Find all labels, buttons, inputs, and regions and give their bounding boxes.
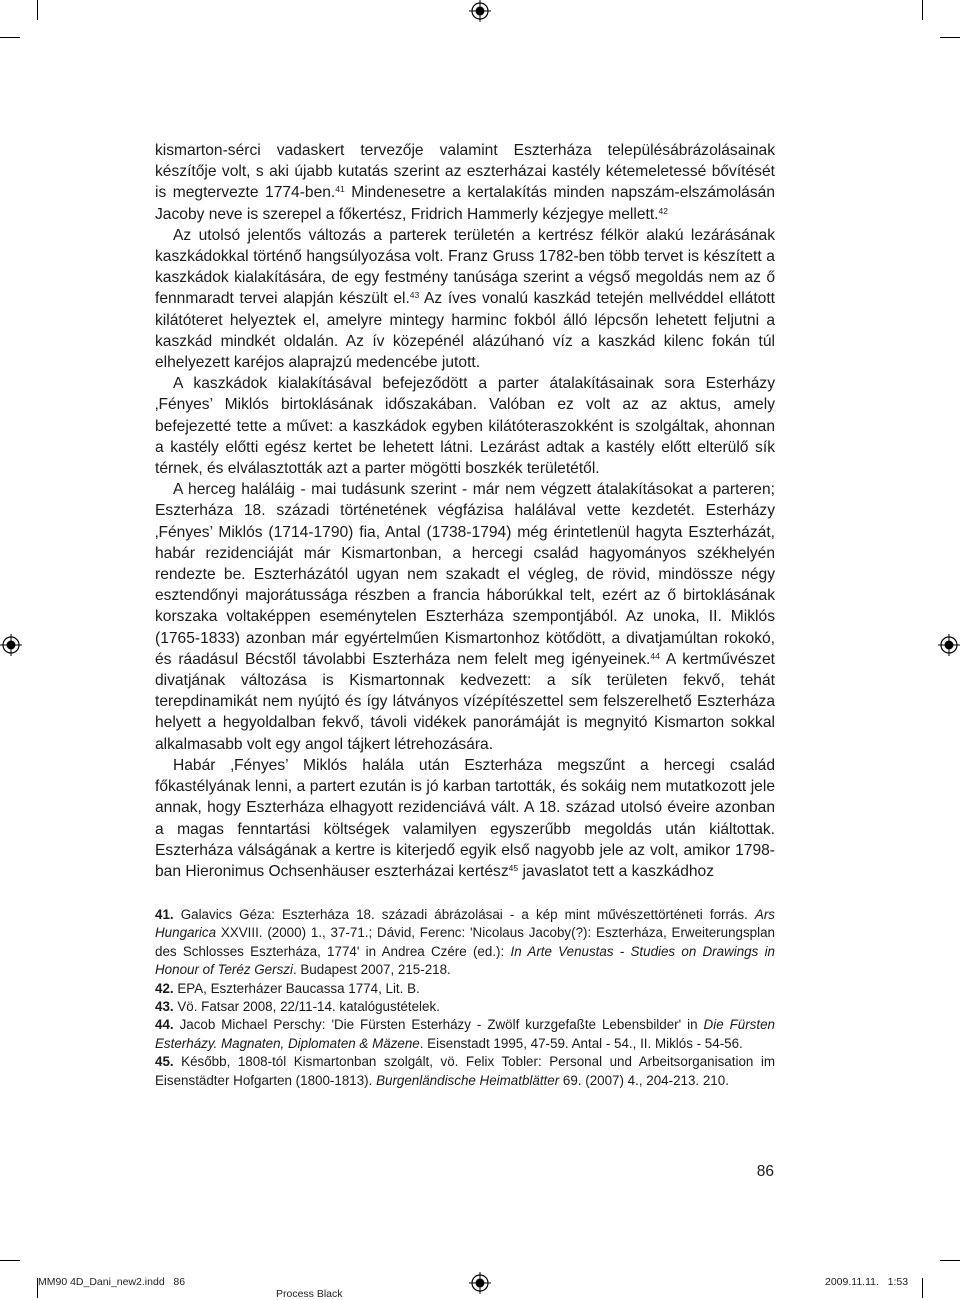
slug-date: 2009.11.11. 1:53 bbox=[825, 1276, 909, 1288]
crop-mark-top-left bbox=[37, 0, 38, 20]
text-run: XXVIII. (2000) 1., 37-71.; Dávid, Ferenc: 'Nicolaus Jacoby(?): Eszterháza, Erweiterungsplan des Schlosses Eszterháza, 1774' in Andrea Czére (ed.): bbox=[155, 925, 775, 959]
crop-mark-top-right-h bbox=[940, 37, 960, 38]
text-run: Az íves vonalú kaszkád tetején mellvéddel ellátott kilátóteret helyeztek el, amelyre mintegy harminc fokból álló lépcsőn lehetett feljutni a kaszkád mindkét oldalán. Az ív közepénél alázúhanó víz a kaszkád kilenc fokán túl elhelyezett karéjos alaprajzú medencébe jutott. bbox=[155, 290, 775, 372]
footnote-number: 42. bbox=[155, 980, 174, 996]
text-run: A kaszkádok kialakításával befejeződött a parter átalakításainak sora Esterházy ‚Fényes’ Miklós birtoklásának időszakában. Valóban ez volt az az aktus, amely befejezetté tette a művet: a kaszkádok egyben kilátóteraszokként is szolgáltak, ahonnan a kastély előtti egész kertet be lehetett látni. Lezárást adtak a kastély előtt elterülő sík térnek, és elválasztották azt a parter mögötti boszkék területétől. bbox=[155, 375, 775, 478]
text-run: kismarton-sérci vadaskert tervezője valamint Eszterháza településábrázolásainak készítője volt, s aki újabb kutatás szerint az eszterházai kastély kétemeletessé bővítését is megtervezte 1774-ben. bbox=[155, 142, 775, 202]
text-run: . Budapest 2007, 215-218. bbox=[292, 962, 451, 978]
registration-mark-left-icon bbox=[0, 634, 22, 656]
text-run: Jacob Michael Perschy: 'Die Fürsten Esterházy - Zwölf kurzgefaßte Lebensbilder' in bbox=[173, 1017, 704, 1033]
crop-mark-bottom-left-h bbox=[0, 1260, 20, 1261]
page-number: 86 bbox=[756, 1163, 774, 1180]
registration-mark-bottom-icon bbox=[469, 1272, 491, 1294]
body-paragraph bbox=[155, 225, 775, 373]
text-run: javaslatot tett a kaszkádhoz bbox=[518, 862, 715, 880]
text-run: Vö. Fatsar 2008, 22/11-14. katalógustételek. bbox=[173, 999, 440, 1015]
footnotes bbox=[155, 906, 775, 1090]
footnote-ref: 45 bbox=[508, 862, 519, 873]
footnote-ref: 42 bbox=[658, 205, 668, 216]
body-paragraph bbox=[155, 140, 775, 225]
text-run: A kertművészet divatjának változása is Kismartonnak kedvezett: a sík területen fekvő, tehát terepdinamikát nem nyújtó és így látványos vízépítészettel sem felszerelhető Eszterháza helyett a hegyoldalban fekvő, távoli vidékek panorámáját is megnyitó Kismarton sokkal alkalmasabb volt egy angol tájkert létrehozására. bbox=[155, 650, 775, 753]
crop-mark-top-left-h bbox=[0, 37, 20, 38]
registration-mark-right-icon bbox=[938, 634, 960, 656]
text-run: Később, 1808-tól Kismartonban szolgált, vö. Felix Tobler: Personal und Arbeitsorganisation im Eisenstädter Hofgarten (1800-1813). bbox=[155, 1054, 775, 1088]
footnote bbox=[155, 998, 775, 1016]
text-run: 69. (2007) 4., 204-213. 210. bbox=[559, 1072, 729, 1088]
footnote bbox=[155, 906, 775, 980]
text-run: EPA, Eszterházer Baucassa 1774, Lit. B. bbox=[173, 980, 420, 996]
text-run: A herceg haláláig - mai tudásunk szerint - már nem végzett átalakításokat a parteren; Eszterháza 18. századi történetének végfázisa halálával vette kezdetét. Esterházy ‚Fényes’ Miklós (1714-1790) fia, Antal (1738-1794) még érintetlenül hagyta Eszterházát, habár rezidenciáját már Kismartonban, a hercegi család hagyományos székhelyén rendezte be. Eszterházától ugyan nem szakadt el végleg, de rövid, mindössze négy esztendőnyi majorátussága részben a francia háborúkkal telt, ezért az ő birtoklásának korszaka voltaképpen eseménytelen Eszterháza szempontjából. Az unoka, II. Miklós (1765-1833) azonban már egyértelműen Kismartonhoz kötődött, a divatjamúltan rokokó, és ráadásul Bécstől távolabbi Eszterháza nem felelt meg igényeinek. bbox=[155, 481, 775, 668]
text-run: . Eisenstadt 1995, 47-59. Antal - 54., II. Miklós - 54-56. bbox=[419, 1035, 743, 1051]
italic-title: Burgenländische Heimatblätter bbox=[376, 1072, 560, 1088]
footnote-ref: 43 bbox=[409, 290, 420, 301]
crop-mark-bottom-right-h bbox=[940, 1260, 960, 1261]
footnote bbox=[155, 1016, 775, 1053]
crop-mark-bottom-right bbox=[922, 1278, 923, 1298]
italic-title: In Arte Venustas - Studies on Drawings in Honour of Teréz Gerszi bbox=[155, 943, 775, 978]
slug-filename: MM90 4D_Dani_new2.indd 86 bbox=[38, 1276, 186, 1288]
crop-mark-top-right bbox=[922, 0, 923, 20]
text-run: Az utolsó jelentős változás a parterek területén a kertrész félkör alakú lezárásának kaszkádokkal történő hangsúlyozása volt. Franz Gruss 1782-ben több tervet is készített a kaszkádok kialakítására, de egy festmény tanúsága szerint a végső megoldás nem az ő fennmaradt tervei alapján készült el. bbox=[155, 226, 775, 308]
body-paragraph bbox=[155, 479, 775, 755]
footnote bbox=[155, 980, 775, 998]
italic-title: Ars Hungarica bbox=[155, 907, 775, 941]
body-paragraph bbox=[155, 755, 775, 882]
italic-title: Die Fürsten Esterházy. Magnaten, Diplomaten & Mäzene bbox=[155, 1017, 775, 1051]
footnote-ref: 44 bbox=[650, 650, 660, 661]
footnote-number: 45. bbox=[155, 1054, 174, 1070]
text-run: Habár ‚Fényes’ Miklós halála után Eszterháza megszűnt a hercegi család főkastélyának lenni, a partert ezután is jó karban tartották, és sokáig nem mutatkozott jele annak, hogy Eszterháza elhagyott rezidenciává vált. A 18. század utolsó éveire azonban a magas fenntartási költségek valamilyen egyszerűbb megoldás után kiáltottak. Eszterháza válságának a kertre is kiterjedő egyik első nagyobb jele az volt, amikor 1798-ban Hieronimus Ochsenhäuser eszterházai kertész bbox=[155, 756, 775, 880]
footnote-number: 43. bbox=[155, 999, 174, 1015]
body-paragraph bbox=[155, 373, 775, 479]
slug-color: Process Black bbox=[276, 1288, 343, 1300]
footnote bbox=[155, 1053, 775, 1090]
footnote-number: 41. bbox=[155, 907, 174, 922]
body-text bbox=[155, 140, 775, 882]
text-run: Mindenesetre a kertalakítás minden napszám-elszámolásán Jacoby neve is szerepel a főkertész, Fridrich Hammerly kézjegye mellett. bbox=[155, 184, 775, 223]
registration-mark-top-icon bbox=[469, 0, 491, 22]
footnote-number: 44. bbox=[155, 1017, 174, 1033]
footnote-ref: 41 bbox=[335, 184, 345, 195]
text-run: Galavics Géza: Eszterháza 18. századi ábrázolásai - a kép mint művészettörténeti forrás. bbox=[173, 907, 755, 922]
